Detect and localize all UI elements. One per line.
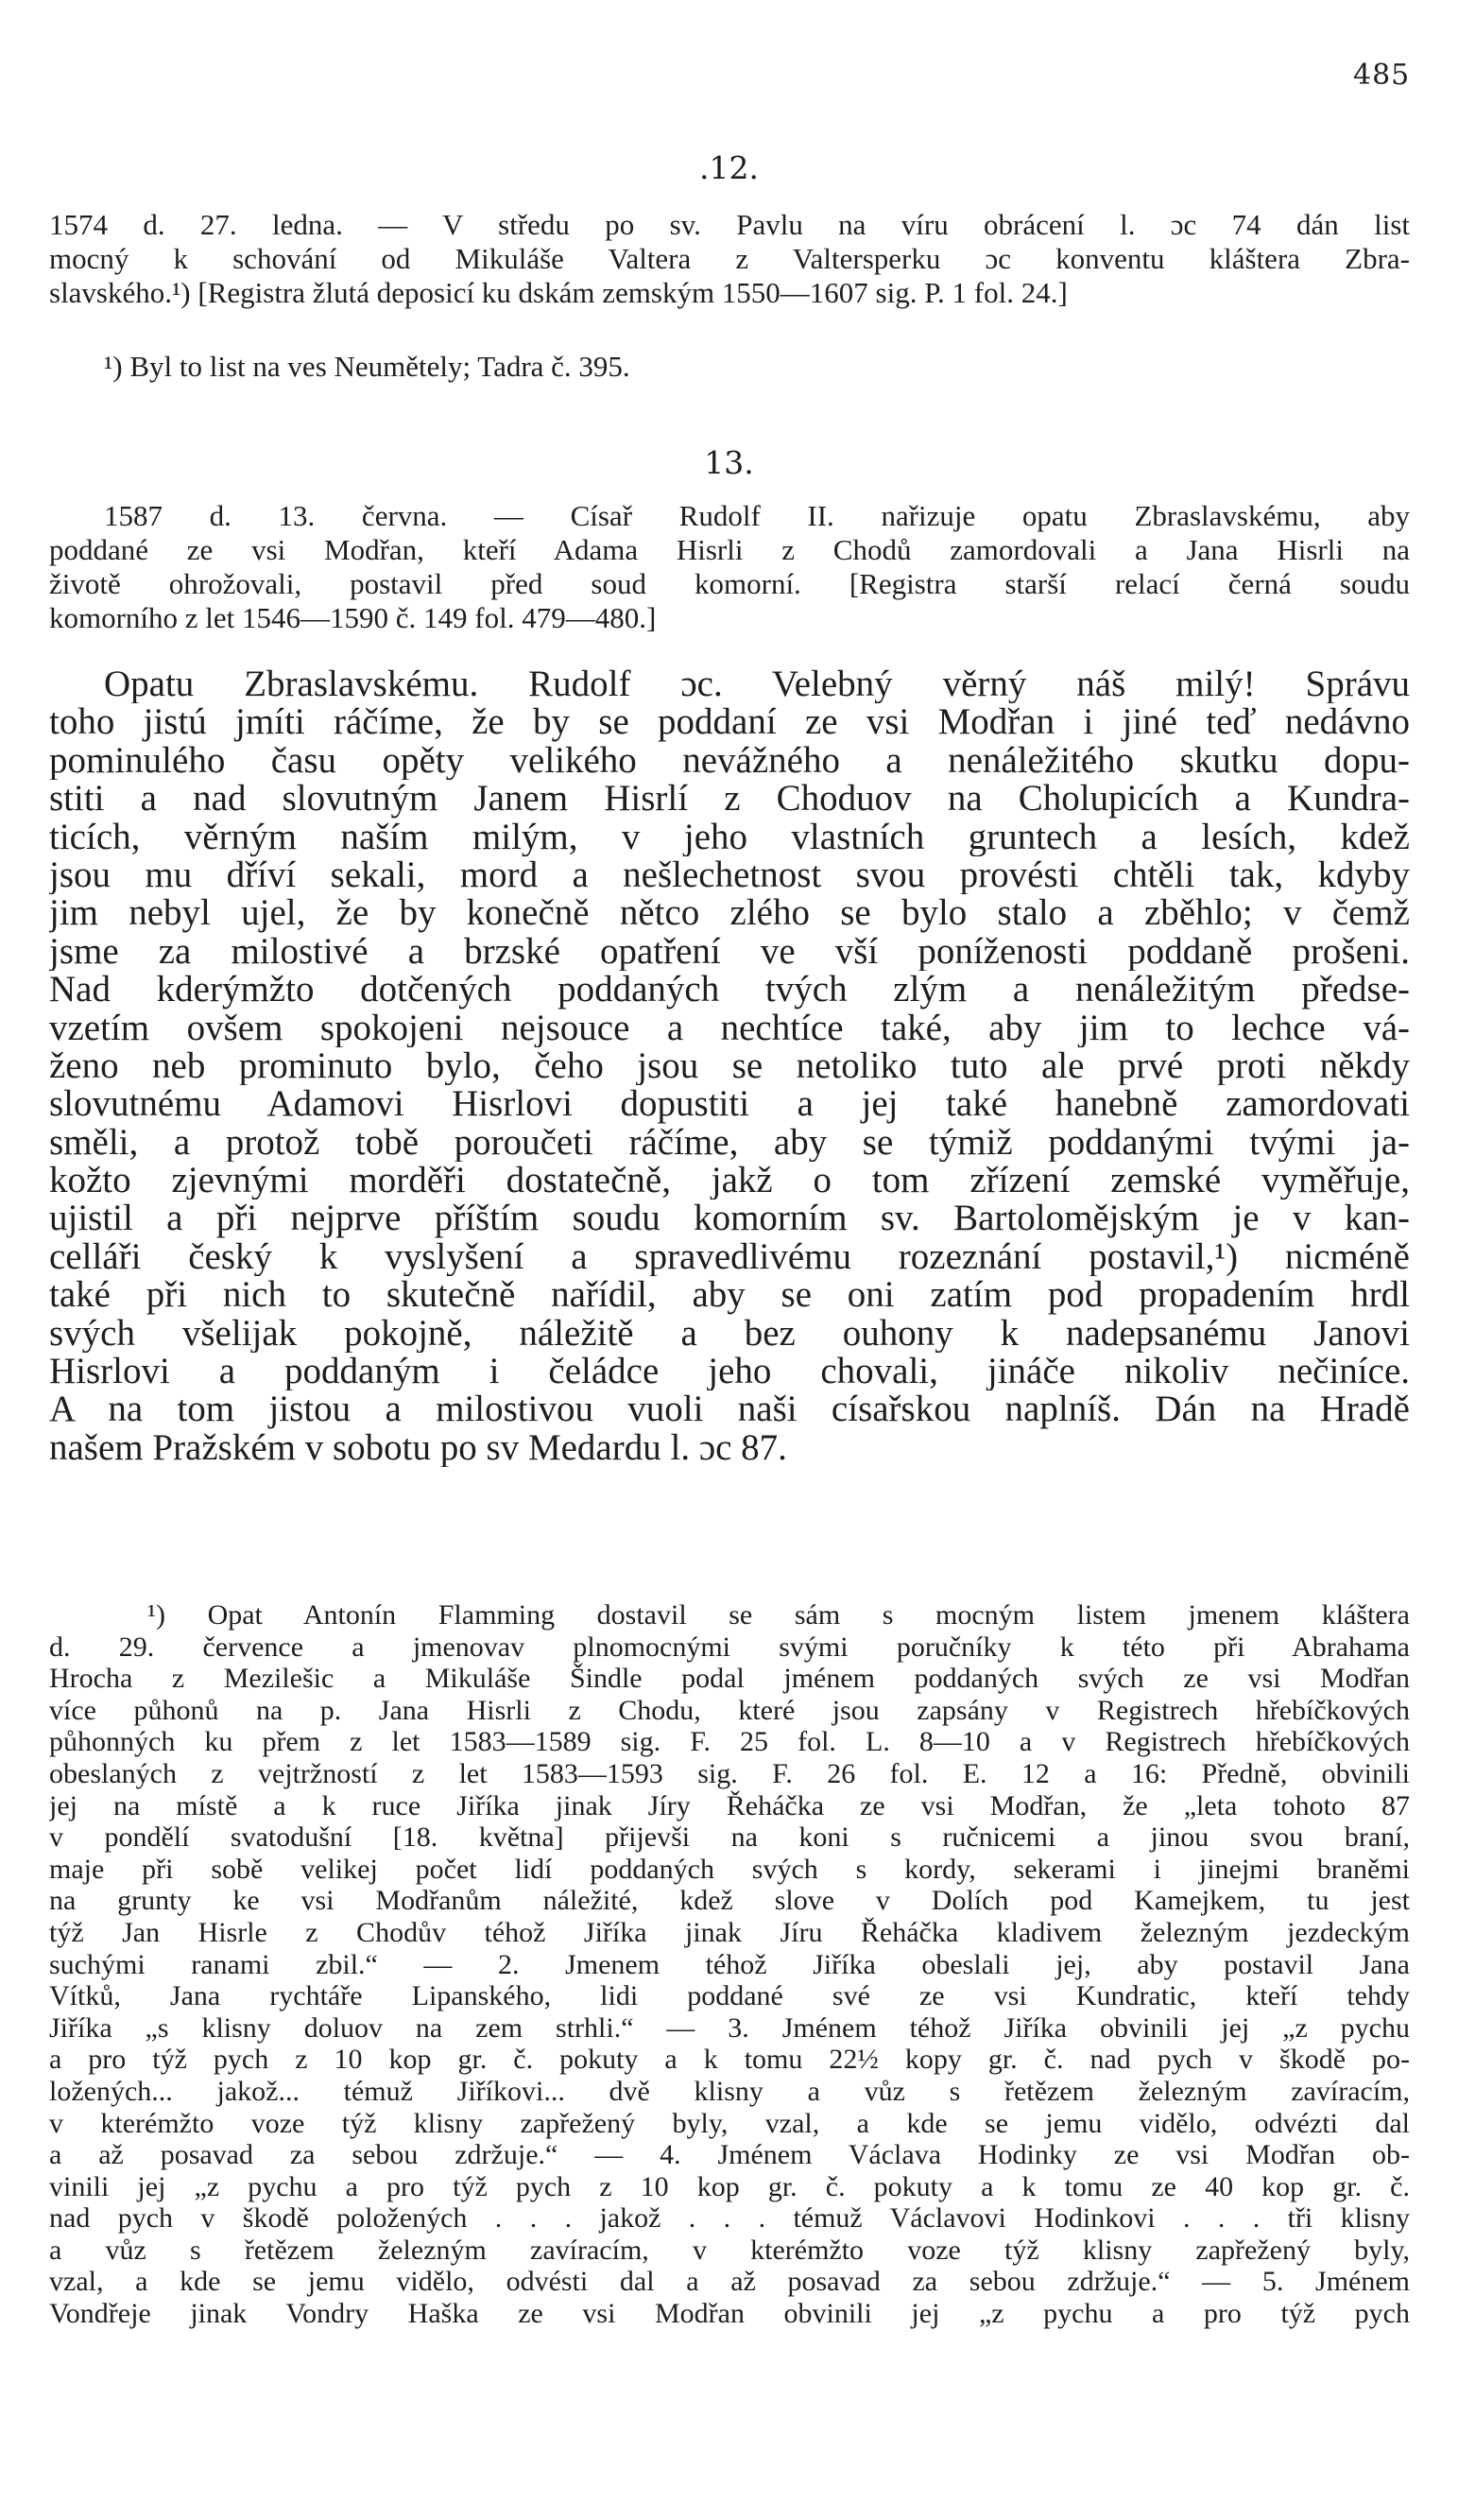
footnote-line: a pro týž pych z 10 kop gr. č. pokuty a k tomu 22½ kopy gr. č. nad pych v škodě po- [49, 2044, 1410, 2076]
text-line: mocný k schování od Mikuláše Valtera z Valtersperku ɔc konventu kláštera Zbra- [49, 242, 1410, 275]
letter-line: vzetím ovšem spokojeni nejsouce a nechtíce také, aby jim to lechce vá- [49, 1009, 1410, 1047]
letter-line: pominulého času opěty velikého nevážného a nenáležitého skutku dopu- [49, 741, 1410, 781]
section-heading-12: .12. [699, 149, 759, 186]
footnote-line: vinili jej „z pychu a pro týž pych z 10 kop gr. č. pokuty a k tomu ze 40 kop gr. č. [49, 2170, 1410, 2202]
letter-line: ticích, věrným naším milým, v jeho vlastních gruntech a lesích, kdež [49, 818, 1410, 856]
footnote-line: a až posavad za sebou zdržuje.“ — 4. Jménem Václava Hodinky ze vsi Modřan ob- [49, 2139, 1410, 2171]
footnote-line: v pondělí svatodušní [18. května] přijevši na koni s ručnicemi a jinou svou braní, [49, 1821, 1410, 1854]
letter-line: celláři český k vyslyšení a spravedlivému rozeznání postavil,¹) nicméně [49, 1237, 1410, 1277]
letter-line: ujistil a při nejprve příštím soudu komorním sv. Bartolomějským je v kan- [49, 1200, 1410, 1238]
text-line: 1574 d. 27. ledna. — V středu po sv. Pavlu na víru obrácení l. ɔc 74 dán list [49, 208, 1410, 241]
text-line: 1587 d. 13. června. — Císař Rudolf II. nařizuje opatu Zbraslavskému, aby [104, 499, 1410, 532]
text-line: slavského.¹) [Registra žlutá deposicí ku dskám zemským 1550—1607 sig. P. 1 fol. 24.] [49, 276, 1068, 309]
letter-line: jsme za milostivé a brzské opatření ve vší poníženosti poddaně prošeni. [49, 932, 1410, 972]
letter-line: Hisrlovi a poddaným i čeládce jeho chovali, jináče nikoliv nečiníce. [49, 1353, 1410, 1391]
footnote-13 [49, 1599, 1410, 2330]
text-line: poddané ze vsi Modřan, kteří Adama Hisrli z Chodů zamordovali a Jana Hisrli na [49, 533, 1410, 566]
letter-line: také při nich to skutečně nařídil, aby se oni zatím pod propadením hrdl [49, 1276, 1410, 1315]
letter-line: našem Pražském v sobotu po sv Medardu l. ɔc 87. [49, 1428, 787, 1468]
entry-13-regest [49, 499, 1410, 635]
footnote-line: nad pych v škodě položených . . . jakož . . . témuž Václavovi Hodinkovi . . . tři klisny [49, 2202, 1410, 2235]
footnote-line: týž Jan Hisrle z Chodův téhož Jiříka jinak Jíru Řeháčka kladivem železným jezdeckým [49, 1916, 1410, 1948]
letter-line: slovutnému Adamovi Hisrlovi dopustiti a jej také hanebně zamordovati [49, 1085, 1410, 1124]
text-line: komorního z let 1546—1590 č. 149 fol. 479—480.] [49, 601, 657, 634]
footnote-line: ¹) Byl to list na ves Neumětely; Tadra č. 395. [104, 350, 630, 383]
footnote-line: v kterémžto voze týž klisny zapřežený byly, vzal, a kde se jemu vidělo, odvézti dal [49, 2107, 1410, 2139]
letter-line: svých všelijak pokojně, náležitě a bez ouhony k nadepsanému Janovi [49, 1314, 1410, 1354]
footnote-line: obeslaných z vejtržností z let 1583—1593 sig. F. 26 fol. E. 12 a 16: Předně, obvinili [49, 1757, 1410, 1789]
letter-line: kožto zjevnými morděři dostatečně, jakž o tom zřízení zemské vyměřuje, [49, 1162, 1410, 1200]
footnote-line: více půhonů na p. Jana Hisrli z Chodu, které jsou zapsány v Registrech hřebíčkových [49, 1694, 1410, 1726]
text-line: životě ohrožovali, postavil před soud komorní. [Registra starší relací černá soudu [49, 567, 1410, 600]
letter-line: toho jistú jmíti ráčíme, že by se poddaní ze vsi Modřan i jiné teď nedávno [49, 703, 1410, 742]
footnote-line: Vondřeje jinak Vondry Haška ze vsi Modřan obvinili jej „z pychu a pro týž pych [49, 2298, 1410, 2330]
footnote-line: půhonných ku přem z let 1583—1589 sig. F. 25 fol. L. 8—10 a v Registrech hřebíčkových [49, 1726, 1410, 1758]
footnote-line: suchými ranami zbil.“ — 2. Jmenem téhož Jiříka obeslali jej, aby postavil Jana [49, 1948, 1410, 1980]
footnote-line: Jiříka „s klisny doluov na zem strhli.“ — 3. Jménem téhož Jiříka obvinili jej „z pychu [49, 2011, 1410, 2044]
letter-line: A na tom jistou a milostivou vuoli naši císařskou naplníš. Dán na Hradě [49, 1390, 1410, 1429]
footnote-line: Vítků, Jana rychtáře Lipanského, lidi poddané své ze vsi Kundratic, kteří tehdy [49, 1980, 1410, 2012]
section-heading-13: 13. [704, 444, 754, 481]
footnote-line: na grunty ke vsi Modřanům náležité, kdež slove v Dolích pod Kamejkem, tu jest [49, 1885, 1410, 1917]
letter-line: Nad kderýmžto dotčených poddaných tvých zlým a nenáležitým předse- [49, 971, 1410, 1010]
letter-line: směli, a protož tobě poroučeti ráčíme, aby se týmiž poddanými tvými ja- [49, 1123, 1410, 1163]
footnote-line: ložených... jakož... témuž Jiříkovi... dvě klisny a vůz s řetězem železným zavíracím, [49, 2075, 1410, 2107]
entry-12-regest [49, 208, 1410, 310]
letter-line: jim nebyl ujel, že by konečně nětco zlého se bylo stalo a zběhlo; v čemž [49, 894, 1410, 933]
letter-text [49, 665, 1410, 1467]
letter-line: stiti a nad slovutným Janem Hisrlí z Choduov na Cholupicích a Kundra- [49, 780, 1410, 819]
footnote-line: Hrocha z Mezilešic a Mikuláše Šindle podal jménem poddaných svých ze vsi Modřan [49, 1663, 1410, 1695]
letter-line: ženo neb prominuto bylo, čeho jsou se netoliko tuto ale prvé proti někdy [49, 1046, 1410, 1086]
page-number: 485 [1353, 59, 1411, 92]
footnote-line: d. 29. července a jmenovav plnomocnými svými poručníky k této při Abrahama [49, 1631, 1410, 1663]
letter-line: jsou mu dříví sekali, mord a nešlechetnost svou provésti chtěli tak, kdyby [49, 855, 1410, 895]
footnote-line: jej na místě a k ruce Jiříka jinak Jíry Řeháčka ze vsi Modřan, že „leta tohoto 87 [49, 1789, 1410, 1821]
footnote-line: a vůz s řetězem železným zavíracím, v kterémžto voze týž klisny zapřežený byly, [49, 2234, 1410, 2266]
footnote-12 [49, 350, 1410, 384]
footnote-line: vzal, a kde se jemu vidělo, odvésti dal a až posavad za sebou zdržuje.“ — 5. Jménem [49, 2266, 1410, 2298]
letter-line: Opatu Zbraslavskému. Rudolf ɔc. Velebný věrný náš milý! Správu [104, 665, 1410, 704]
footnote-line: maje při sobě velikej počet lidí poddaných svých s kordy, sekerami i jinejmi braněmi [49, 1853, 1410, 1885]
footnote-line: ¹) Opat Antonín Flamming dostavil se sám s mocným listem jmenem kláštera [147, 1599, 1410, 1631]
